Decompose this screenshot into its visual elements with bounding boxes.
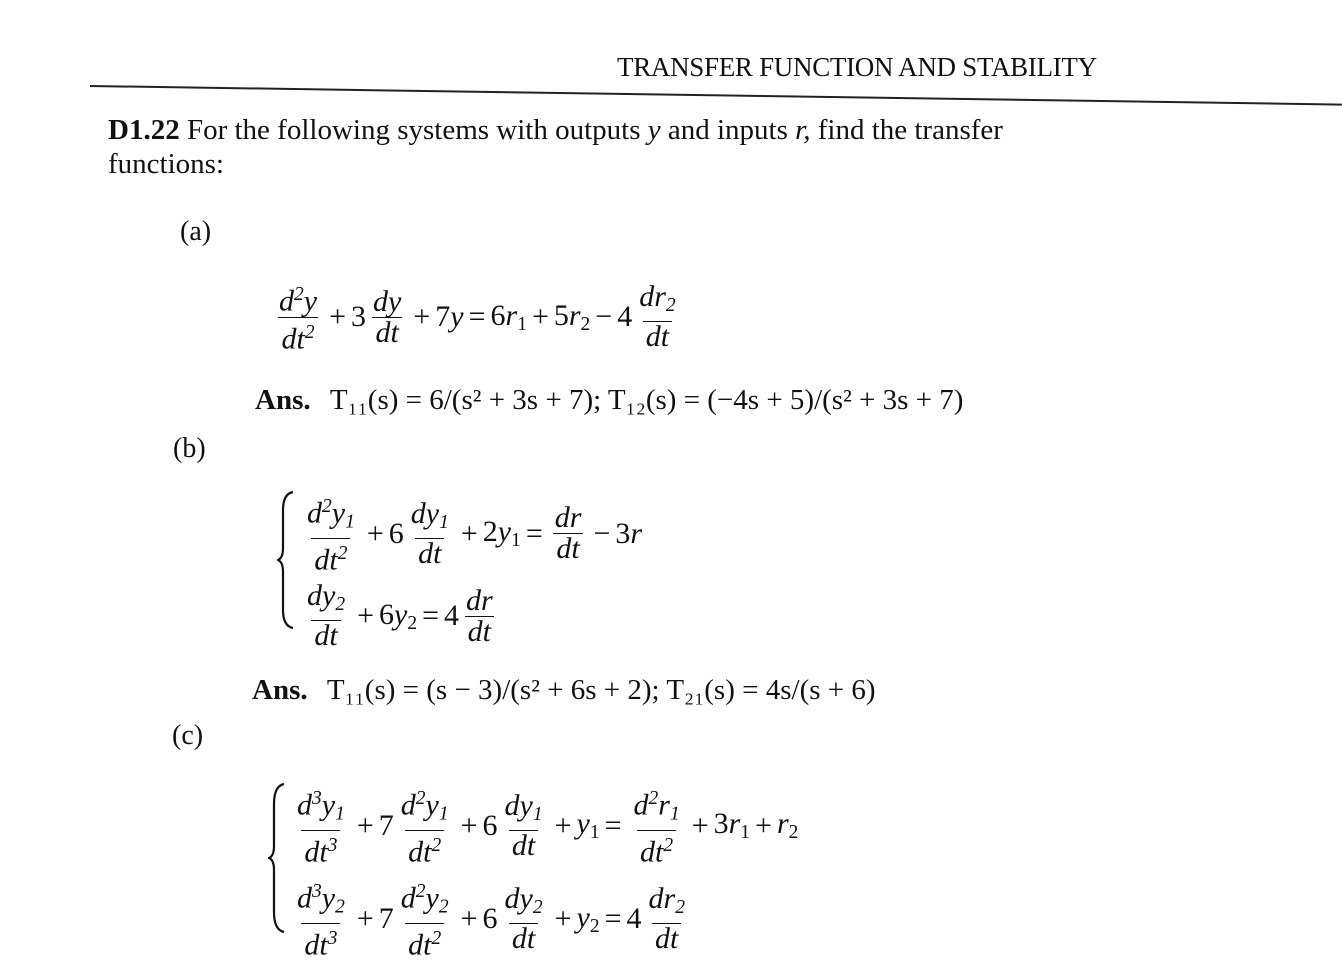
problem-id: D1.22 [108,114,180,146]
answer-b-text: T₁₁(s) = (s − 3)/(s² + 6s + 2); T₂₁(s) = 4s/(s + 6) [326,674,876,706]
frac-d2y-dt2: $\frac{d^2y}{dt^2}$ [279,284,318,356]
answer-b [252,674,876,707]
part-a-label: (a) [180,216,212,247]
equation-a: $\frac{d^2y}{dt^2}$ + 3 $\frac{dy}{dt}$ + 7y = $6r_1$ + $5r_2$ − 4 $\frac{dr_2}{dt}$ [272,280,683,354]
var-r: r, [795,114,811,146]
problem-statement [108,114,1003,147]
ans-label-b: Ans. [252,674,308,706]
statement-text-3: find the transfer [817,114,1003,146]
statement-text-1: For the following systems with outputs [186,114,641,146]
equation-b1: $\frac{d^2y_1}{dt^2}$ + 6 $\frac{dy_1}{dt}$ + $2y_1$ = $\frac{dr}{dt}$ − 3r [307,496,643,577]
equation-b2: $\frac{dy_2}{dt}$ + $6y_2$ = 4 $\frac{dr}{dt}$ [307,579,493,653]
answer-a [255,384,963,417]
part-b-label: (b) [173,433,206,464]
equation-c2: $\frac{d^3y_2}{dt^3}$ + 7 $\frac{d^2y_2}{dt^2}$ + 6 $\frac{dy_2}{dt}$ + $y_2$ = 4 $\frac{dr_2}{dt}$ [297,881,685,962]
header-rule [90,85,1342,106]
system-b [300,492,642,651]
ans-label-a: Ans. [255,384,311,416]
part-c-label: (c) [172,720,204,751]
var-y: y [647,114,661,146]
system-c [290,784,798,961]
brace-b [277,490,295,630]
statement-text-2: and inputs [667,114,788,146]
brace-c [268,782,286,934]
answer-a-text: T₁₁(s) = 6/(s² + 3s + 7); T₁₂(s) = (−4s + 5)/(s² + 3s + 7) [329,384,964,416]
running-header: TRANSFER FUNCTION AND STABILITY [617,52,1097,82]
equation-c1: $\frac{d^3y_1}{dt^3}$ + 7 $\frac{d^2y_1}{dt^2}$ + 6 $\frac{dy_1}{dt}$ + $y_1$ = $\frac{d^2r_1}{dt^2}$ + $3r_1$ + $r_2$ [297,788,799,869]
statement-line-2: functions: [108,148,224,180]
